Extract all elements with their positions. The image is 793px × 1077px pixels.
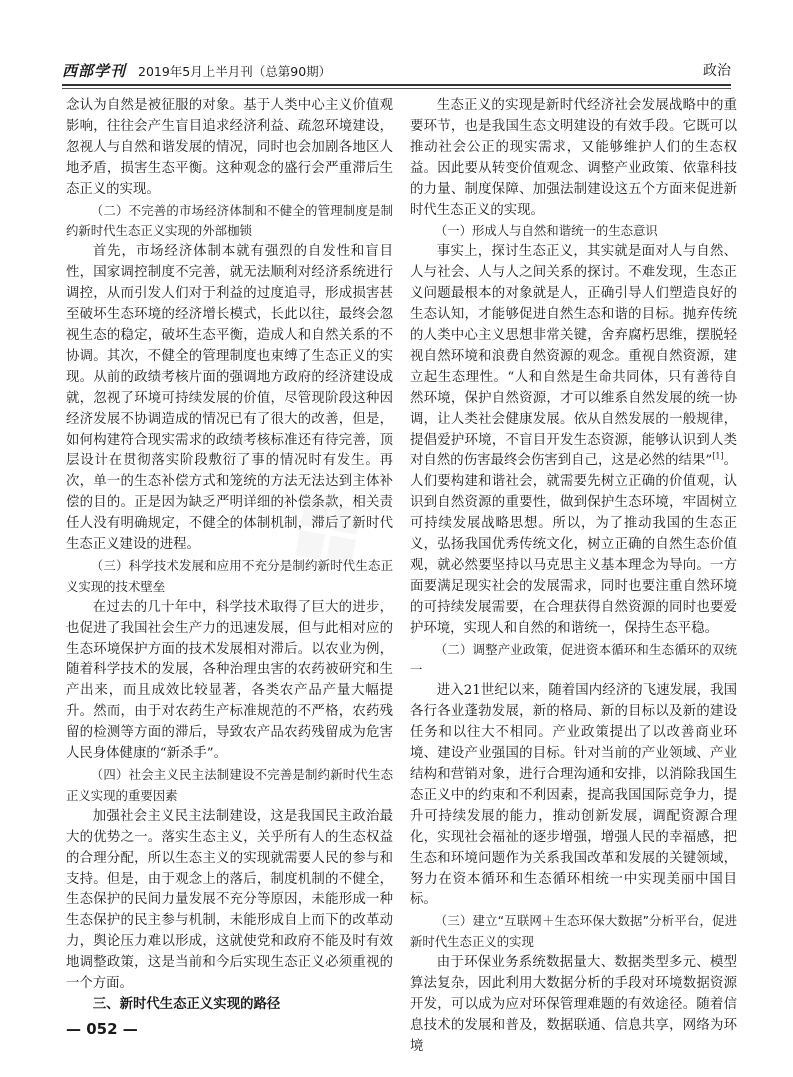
subsection-heading: （三）建立“互联网＋生态环保大数据”分析平台，促进新时代生态正义的实现 bbox=[410, 913, 737, 950]
issue-info: 2019年5月上半月刊（总第90期） bbox=[138, 64, 332, 79]
paragraph: 进入21世纪以来，随着国内经济的飞速发展，我国各行各业蓬勃发展，新的格局、新的目标以及新的建设任务和以往大不相同。产业政策提出了以改善商业环境、建设产业强国的目标。针对当前的产业领域、产业结构和营销对象，进行合理沟通和安排，以消除我国生态正义中的约束和不利因素，提高我国国际竞争力，提升可持续发展的能力，推动创新发展，调配资源合理化，实现社会福祉的逐步增强，增强人民的幸福感，把生态和环境问题作为关系我国改革和发展的关键领域，努力在资本循环和生态循环相统一中实现美丽中国目标。 bbox=[410, 683, 737, 908]
journal-logo: 西部学刊 bbox=[62, 62, 127, 80]
paragraph: 在过去的几十年中，科学技术取得了巨大的进步，也促进了我国社会生产力的迅速发展，但与此相对应的生态环境保护方面的技术发展相对滞后。以农业为例，随着科学技术的发展，各种治理虫害的农药被研究和生产出来，而且成效比较显著，各类农产品产量大幅提升。然而，由于对农药生产标准规范的不严格，农药残留的检测等方面的滞后，导致农产品农药残留成为危害人民身体健康的“新杀手”。 bbox=[66, 599, 393, 762]
page-number: — 052 — bbox=[66, 1020, 138, 1038]
paragraph-with-citation bbox=[410, 242, 737, 639]
section-heading: 三、新时代生态正义实现的路径 bbox=[92, 996, 281, 1012]
running-header bbox=[62, 58, 731, 82]
header-rule-thin bbox=[62, 88, 731, 89]
paragraph: 加强社会主义民主法制建设，这是我国民主政治最大的优势之一。落实生态主义，关乎所有人的生态权益的合理分配，所以生态主义的实现就需要人民的参与和支持。但是，由于观念上的落后，制度机制的不健全，生态保护的民间力量发展不充分等原因，未能形成一种生态保护的民主参与机制，未能形成自上而下的改革动力，舆论压力难以形成，这就使党和政府不能及时有效地调整政策，这是当前和今后实现生态正义必须重视的一个方面。 bbox=[66, 808, 393, 992]
paragraph: 首先，市场经济体制本就有强烈的自发性和盲目性，国家调控制度不完善，就无法顺利对经济系统进行调控，从而引发人们对于利益的过度追寻，形成损害甚至破坏生态环境的经济增长模式，长此以往，最终会忽视生态的稳定，破坏生态平衡，造成人和自然关系的不协调。其次，不健全的管理制度也束缚了生态正义的实现。从前的政绩考核片面的强调地方政府的经济建设成就，忽视了环境可持续发展的价值，尽管现阶段这种因经济发展不协调造成的情况已有了很大的改善，但是，如何构建符合现实需求的政绩考核标准还有待完善，顶层设计在贯彻落实阶段敷衍了事的情况时有发生。再次，单一的生态补偿方式和笼统的方法无法达到主体补偿的目的。正是因为缺乏严明详细的补偿条款，相关责任人没有明确规定，不健全的体制机制，滞后了新时代生态正义建设的进程。 bbox=[66, 244, 393, 553]
paragraph: 由于环保业务系统数据量大、数据类型多元、模型算法复杂，因此利用大数据分析的手段对环境数据资源开发，可以成为应对环保管理难题的有效途径。随着信息技术的发展和普及，数据联通、信息共享，网络为环境 bbox=[410, 955, 737, 1054]
subsection-heading: （一）形成人与自然和谐统一的生态意识 bbox=[434, 223, 658, 239]
left-column bbox=[66, 96, 393, 1016]
citation-marker: [1] bbox=[712, 451, 724, 461]
header-rule-thick bbox=[62, 84, 731, 86]
subsection-heading: （三）科学技术发展和应用不充分是制约新时代生态正义实现的技术壁垒 bbox=[66, 557, 393, 594]
paragraph: 念认为自然是被征服的对象。基于人类中心主义价值观影响，往往会产生盲目追求经济利益、疏忽环境建设，忽视人与自然和谐发展的情况，同时也会加剧各地区人地矛盾，损害生态平衡。这种观念的盛行会严重滞后生态正义的实现。 bbox=[66, 98, 393, 197]
paragraph-text: 事实上，探讨生态正义，其实就是面对人与自然、人与社会、人与人之间关系的探讨。不难发现，生态正义问题最根本的对象就是人，正确引导人们塑造良好的生态认知，才能够促进自然生态和谐的目标。抛弃传统的人类中心主义思想非常关键，舍弃腐朽思维，摆脱轻视自然环境和浪费自然资源的观念。重视自然资源，建立起生态理性。“人和自然是生命共同体，只有善待自然环境，保护自然资源，才可以维系自然发展的统一协调，让人类社会健康发展。依从自然发展的一般规律，提倡爱护环境，不盲目开发生态资源，能够认识到人类对自然的伤害最终会伤害到自己，这是必然的结果” bbox=[410, 244, 737, 469]
subsection-heading: （二）调整产业政策，促进资本循环和生态循环的双统一 bbox=[410, 641, 737, 678]
subsection-heading: （二）不完善的市场经济体制和不健全的管理制度是制约新时代生态正义实现的外部枷锁 bbox=[66, 202, 393, 239]
right-column bbox=[410, 96, 737, 1058]
paragraph-text: 。人们要构建和谐社会，就需要先树立正确的价值观，认识到自然资源的重要性，做到保护生态环境，牢固树立可持续发展战略思想。所以，为了推动我国的生态正义，弘扬我国优秀传统文化，树立正确的自然生态价值观，就必然要坚持以马克思主义基本理念为导向。一方面要满足现实社会的发展需求，同时也要注重自然环境的可持续发展需要，在合理获得自然资源的同时也要爱护环境，实现人和自然的和谐统一，保持生态平稳。 bbox=[410, 453, 737, 636]
section-name: 政治 bbox=[703, 63, 731, 79]
paragraph: 生态正义的实现是新时代经济社会发展战略中的重要环节，也是我国生态文明建设的有效手段。它既可以推动社会公正的现实需求，又能够维护人们的生态权益。因此要从转变价值观念、调整产业政策、依靠科技的力量、制度保障、加强法制建设这五个方面来促进新时代生态正义的实现。 bbox=[410, 98, 737, 218]
subsection-heading: （四）社会主义民主法制建设不完善是制约新时代生态正义实现的重要因素 bbox=[66, 767, 393, 803]
